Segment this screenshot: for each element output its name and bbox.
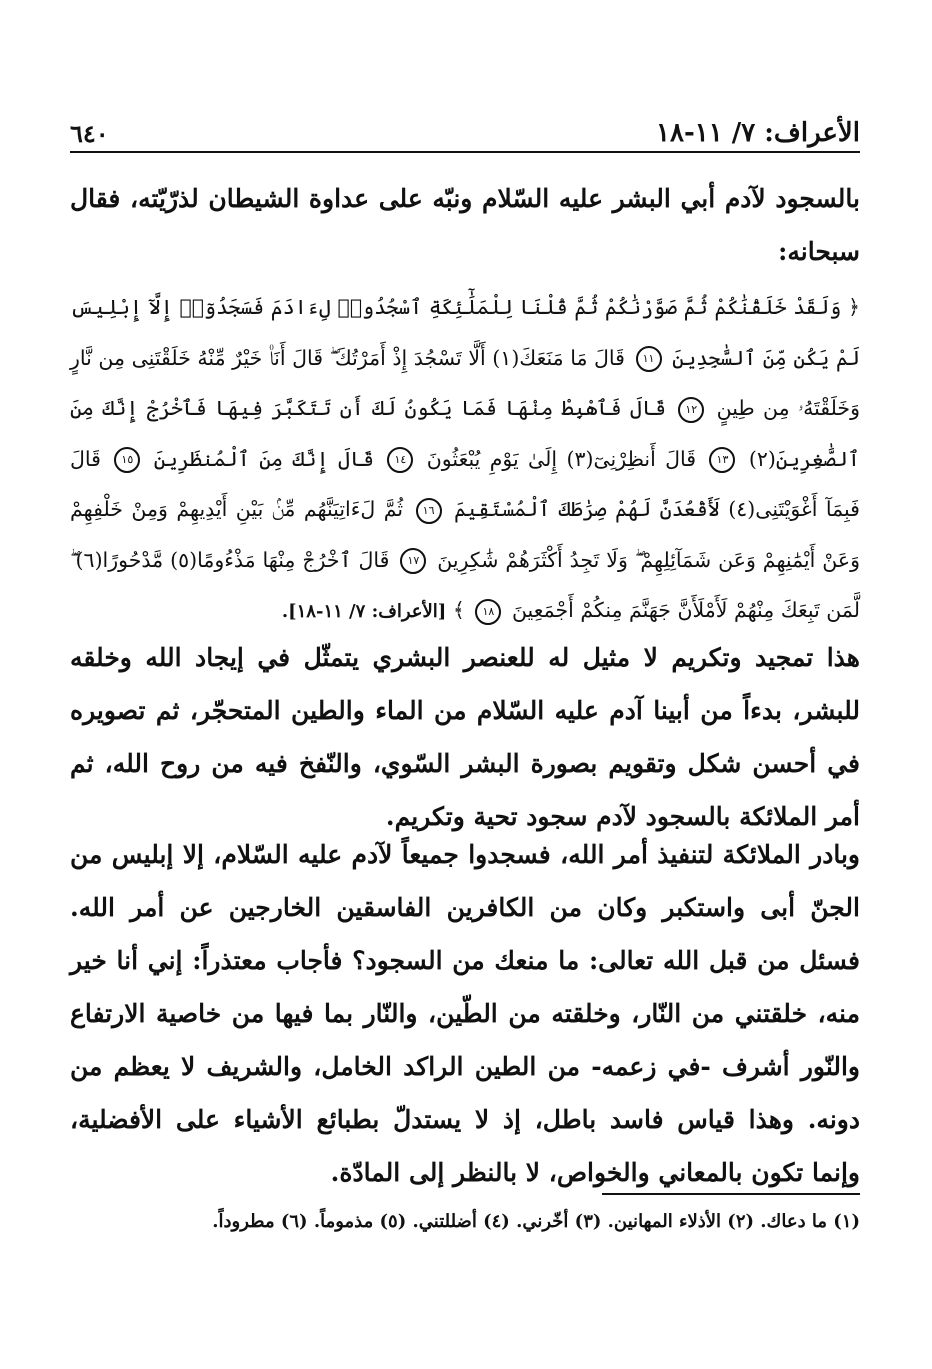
verse-close-bracket: ﴾ xyxy=(452,598,465,622)
ayah-number-marker: ١٥ xyxy=(114,447,140,473)
page-header xyxy=(70,112,860,148)
ayah-number-marker: ١٨ xyxy=(475,599,501,625)
quran-verse-block xyxy=(70,282,860,638)
intro-paragraph: بالسجود لآدم أبي البشر عليه السّلام ونبّه على عداوة الشيطان لذرّيّته، فقال سبحانه: xyxy=(70,184,860,266)
ayah-number-marker: ١١ xyxy=(636,346,662,372)
ayah-number-marker: ١٣ xyxy=(709,447,735,473)
ayah-number-marker: ١٦ xyxy=(416,498,442,524)
ayah-number-marker: ١٢ xyxy=(678,397,704,423)
verse-open-bracket: ﴿ xyxy=(847,295,860,319)
verse-text: ثُمَّ لَءَاتِيَنَّهُم مِّنۢ بَيْنِ أَيْدِيهِمْ وَمِنْ خَلْفِهِمْ وَعَنْ أَيْمَٰنِهِمْ وَعَن شَمَآئِلِهِمْ ۖ وَلَا تَجِدُ أَكْثَرَهُمْ شَٰكِرِينَ xyxy=(70,497,860,572)
verse-text: قَالَ فَبِمَآ أَغْوَيْتَنِى(٤) لَأَقْعُدَنَّ لَهُمْ صِرَٰطَكَ ٱلْمُسْتَقِيمَ xyxy=(70,446,860,521)
verse-text: قَالَ إِنَّكَ مِنَ ٱلْمُنظَرِينَ xyxy=(153,446,374,471)
footnote-divider xyxy=(602,1193,860,1195)
header-divider xyxy=(70,151,860,153)
verse-text: وَلَقَدْ خَلَقْنَٰكُمْ ثُمَّ صَوَّرْنَٰكُمْ ثُمَّ قُلْنَا لِلْمَلَٰٓئِكَةِ ٱسْجُدُوا۟ لِءَادَمَ فَسَجَدُوٓا۟ إِلَّآ إِبْلِيسَ لَمْ يَكُن مِّنَ ٱلسَّٰجِدِينَ xyxy=(70,295,860,370)
verse-text: قَالَ مَا مَنَعَكَ(١) أَلَّا تَسْجُدَ إِذْ أَمَرْتُكَ ۖ قَالَ أَنَا۠ خَيْرٌ مِّنْهُ خَلَقْتَنِى مِن نَّارٍ وَخَلَقْتَهُۥ مِن طِينٍ xyxy=(70,345,860,420)
commentary-paragraph-1: هذا تمجيد وتكريم لا مثيل له للعنصر البشري يتمثّل في إيجاد الله وخلقه للبشر، بدءاً من أبينا آدم عليه السّلام من الماء والطين المتحجّر، ثم تصويره في أحسن شكل وتقويم بصورة البشر السّوي، والنّفخ فيه من روح الله، ثم أمر الملائكة بالسجود لآدم سجود تحية وتكريم. xyxy=(70,643,860,831)
ayah-number-marker: ١٤ xyxy=(387,447,413,473)
footnotes: (١) ما دعاك. (٢) الأذلاء المهانين. (٣) أخّرني. (٤) أضللتني. (٥) مذموماً. (٦) مطروداً. xyxy=(212,1211,860,1232)
verse-text: قَالَ فَٱهْبِطْ مِنْهَا فَمَا يَكُونُ لَكَ أَن تَتَكَبَّرَ فِيهَا فَٱخْرُجْ إِنَّكَ مِنَ ٱلصَّٰغِرِينَ(٢) xyxy=(70,396,860,471)
verse-reference: [الأعراف: ٧/ ١١-١٨]. xyxy=(281,601,447,622)
running-title: الأعراف: ٧/ ١١-١٨ xyxy=(656,118,860,148)
commentary-paragraph-2: وبادر الملائكة لتنفيذ أمر الله، فسجدوا جميعاً لآدم عليه السّلام، إلا إبليس من الجنّ أبى واستكبر وكان من الكافرين الفاسقين الخارجين عن أمر الله. فسئل من قبل الله تعالى: ما منعك من السجود؟ فأجاب معتذراً: إني أنا خير منه، خلقتني من النّار، وخلقته من الطّين، والنّار بما فيها من خاصية الارتفاع والنّور أشرف -في زعمه- من الطين الراكد الخامل، والشريف لا يعظم من دونه. وهذا قياس فاسد باطل، إذ لا يستدلّ بطبائع الأشياء على الأفضلية، وإنما تكون بالمعاني والخواص، لا بالنظر إلى المادّة. xyxy=(70,840,860,1187)
verse-text: قَالَ أَنظِرْنِىٓ(٣) إِلَىٰ يَوْمِ يُبْعَثُونَ xyxy=(426,446,697,471)
page-number: ٦٤٠ xyxy=(70,119,109,148)
verse-text: قَالَ ٱخْرُجْ مِنْهَا مَذْءُومًا(٥) مَّدْحُورًا(٦) ۖ لَّمَن تَبِعَكَ مِنْهُمْ لَأَمْلَأَنَّ جَهَنَّمَ مِنكُمْ أَجْمَعِينَ xyxy=(70,547,860,622)
ayah-number-marker: ١٧ xyxy=(400,548,426,574)
